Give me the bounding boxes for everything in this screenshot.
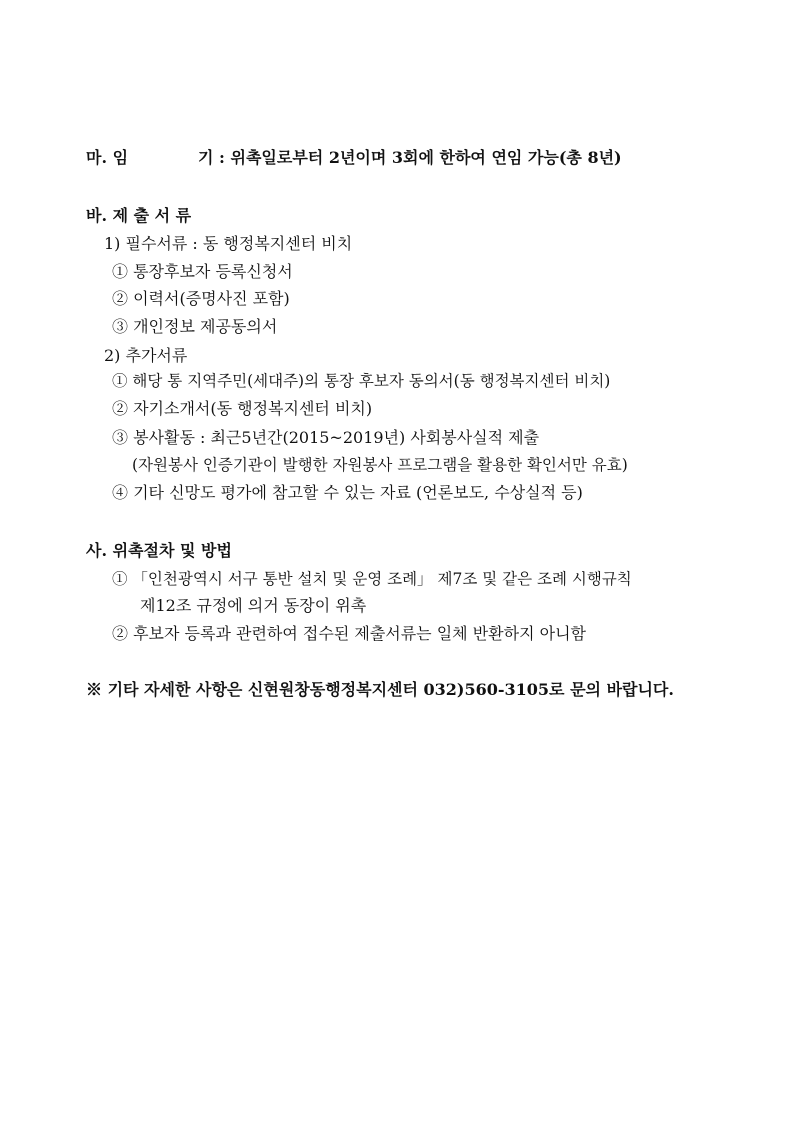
contact-note: ※ 기타 자세한 사항은 신현원창동행정복지센터 032)560-3105로 문의 바랍니다. bbox=[86, 680, 674, 699]
section-ma-text bbox=[198, 148, 622, 168]
additional-doc-item: ③ 봉사활동 : 최근5년간(2015~2019년) 사회봉사실적 제출 bbox=[112, 428, 540, 447]
required-doc-item: ② 이력서(증명사진 포함) bbox=[112, 289, 290, 308]
required-doc-item: ① 통장후보자 등록신청서 bbox=[112, 262, 293, 281]
additional-doc-item: ④ 기타 신망도 평가에 참고할 수 있는 자료 (언론보도, 수상실적 등) bbox=[112, 483, 583, 502]
additional-doc-item: ① 해당 통 지역주민(세대주)의 통장 후보자 동의서(동 행정복지센터 비치) bbox=[112, 372, 611, 390]
section-ma-label: 마. 임 bbox=[86, 148, 129, 167]
section-ma-body: : 위촉일로부터 2년이며 3회에 한하여 연임 가능(총 8년) bbox=[213, 148, 622, 167]
additional-docs-heading: 2) 추가서류 bbox=[104, 346, 188, 365]
procedure-item: ① 「인천광역시 서구 통반 설치 및 운영 조례」 제7조 및 같은 조례 시행규칙 bbox=[112, 570, 632, 588]
additional-doc-item: ② 자기소개서(동 행정복지센터 비치) bbox=[112, 399, 373, 418]
procedure-item-cont: 제12조 규정에 의거 동장이 위촉 bbox=[140, 596, 367, 615]
section-ma-label2: 기 bbox=[198, 148, 214, 167]
required-doc-item: ③ 개인정보 제공동의서 bbox=[112, 317, 278, 336]
additional-doc-note: (자원봉사 인증기관이 발행한 자원봉사 프로그램을 활용한 확인서만 유효) bbox=[132, 456, 628, 474]
required-docs-heading: 1) 필수서류 : 동 행정복지센터 비치 bbox=[104, 234, 353, 253]
section-ba-title: 바. 제 출 서 류 bbox=[86, 206, 192, 225]
section-sa-title: 사. 위촉절차 및 방법 bbox=[86, 541, 232, 560]
procedure-item: ② 후보자 등록과 관련하여 접수된 제출서류는 일체 반환하지 아니함 bbox=[112, 624, 587, 643]
